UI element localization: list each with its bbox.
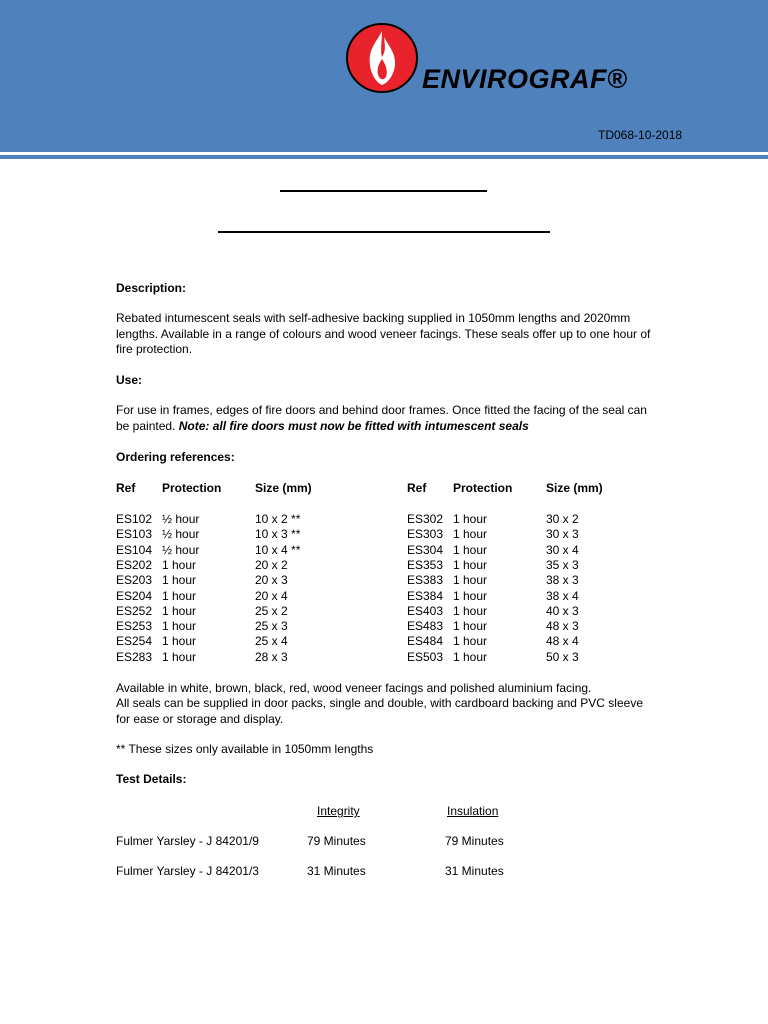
order-protection: 1 hour [162,558,197,572]
order-protection: ½ hour [162,527,200,541]
order-size: 50 x 3 [546,650,579,664]
order-protection: 1 hour [453,604,488,618]
order-size: 10 x 3 ** [255,527,301,541]
test-name: Fulmer Yarsley - J 84201/3 [116,864,259,878]
order-protection: 1 hour [453,543,488,557]
col-header-ref-right: Ref [407,481,427,495]
test-insulation: 79 Minutes [445,834,504,848]
use-heading: Use: [116,373,143,387]
description-text: Rebated intumescent seals with self-adhesive backing supplied in 1050mm lengths and 2020mm lengths. Available in a range of colours and wood veneer facings. These seals offer up to one hour of fire protection. [116,311,651,356]
test-integrity: 79 Minutes [307,834,366,848]
order-size: 20 x 3 [255,573,288,587]
order-ref: ES384 [407,589,444,603]
order-protection: 1 hour [162,604,197,618]
order-size: 25 x 4 [255,634,288,648]
order-protection: 1 hour [453,527,488,541]
order-size: 35 x 3 [546,558,579,572]
order-size: 28 x 3 [255,650,288,664]
use-text [116,403,656,434]
order-size: 10 x 2 ** [255,512,301,526]
use-note: Note: all fire doors must now be fitted with intumescent seals [178,418,529,433]
order-protection: ½ hour [162,543,200,557]
order-protection: 1 hour [453,573,488,587]
order-size: 40 x 3 [546,604,579,618]
order-size: 30 x 2 [546,512,579,526]
order-size: 10 x 4 ** [255,543,301,557]
order-size: 20 x 2 [255,558,288,572]
col-header-ref: Ref [116,481,136,495]
order-ref: ES503 [407,650,444,664]
order-size: 38 x 3 [546,573,579,587]
order-ref: ES254 [116,634,153,648]
use-body: For use in frames, edges of fire doors and behind door frames. Once fitted the facing of the seal can be painted. [116,403,647,433]
order-size: 30 x 4 [546,543,579,557]
order-size: 48 x 4 [546,634,579,648]
order-ref: ES104 [116,543,153,557]
brand-name: ENVIROGRAF® [422,64,628,94]
order-protection: 1 hour [162,619,197,633]
footnote: ** These sizes only available in 1050mm lengths [116,742,374,756]
order-size: 30 x 3 [546,527,579,541]
order-ref: ES103 [116,527,153,541]
order-ref: ES353 [407,558,444,572]
subtitle-underline [218,231,550,233]
order-ref: ES483 [407,619,444,633]
order-protection: 1 hour [162,634,197,648]
order-ref: ES302 [407,512,444,526]
order-size: 25 x 3 [255,619,288,633]
order-ref: ES283 [116,650,153,664]
order-ref: ES383 [407,573,444,587]
title-underline [280,190,487,192]
flame-icon [346,23,418,93]
availability-line2: All seals can be supplied in door packs, single and double, with cardboard backing and PVC sleeve for ease or storage and display. [116,696,643,726]
order-ref: ES202 [116,558,153,572]
col-header-protection: Protection [162,481,222,495]
order-protection: 1 hour [453,650,488,664]
tests-heading: Test Details: [116,772,187,786]
order-size: 20 x 4 [255,589,288,603]
integrity-header: Integrity [317,804,360,818]
order-protection: 1 hour [453,558,488,572]
order-protection: 1 hour [162,589,197,603]
document-reference: TD068-10-2018 [598,128,683,142]
order-ref: ES403 [407,604,444,618]
col-header-protection-right: Protection [453,481,513,495]
order-ref: ES252 [116,604,153,618]
order-protection: 1 hour [162,650,197,664]
col-header-size: Size (mm) [255,481,312,495]
col-header-size-right: Size (mm) [546,481,603,495]
order-ref: ES304 [407,543,444,557]
description-heading: Description: [116,281,187,295]
header-rule [0,155,768,159]
order-protection: 1 hour [162,573,197,587]
test-insulation: 31 Minutes [445,864,504,878]
test-name: Fulmer Yarsley - J 84201/9 [116,834,259,848]
order-ref: ES203 [116,573,153,587]
availability-line1: Available in white, brown, black, red, wood veneer facings and polished aluminium facing. [116,681,592,695]
order-size: 38 x 4 [546,589,579,603]
insulation-header: Insulation [447,804,499,818]
order-protection: 1 hour [453,589,488,603]
order-ref: ES484 [407,634,444,648]
order-protection: 1 hour [453,619,488,633]
order-protection: 1 hour [453,512,488,526]
order-ref: ES253 [116,619,153,633]
order-protection: ½ hour [162,512,200,526]
order-size: 48 x 3 [546,619,579,633]
order-protection: 1 hour [453,634,488,648]
order-ref: ES303 [407,527,444,541]
order-ref: ES204 [116,589,153,603]
order-size: 25 x 2 [255,604,288,618]
ordering-heading: Ordering references: [116,450,235,464]
order-ref: ES102 [116,512,153,526]
test-integrity: 31 Minutes [307,864,366,878]
